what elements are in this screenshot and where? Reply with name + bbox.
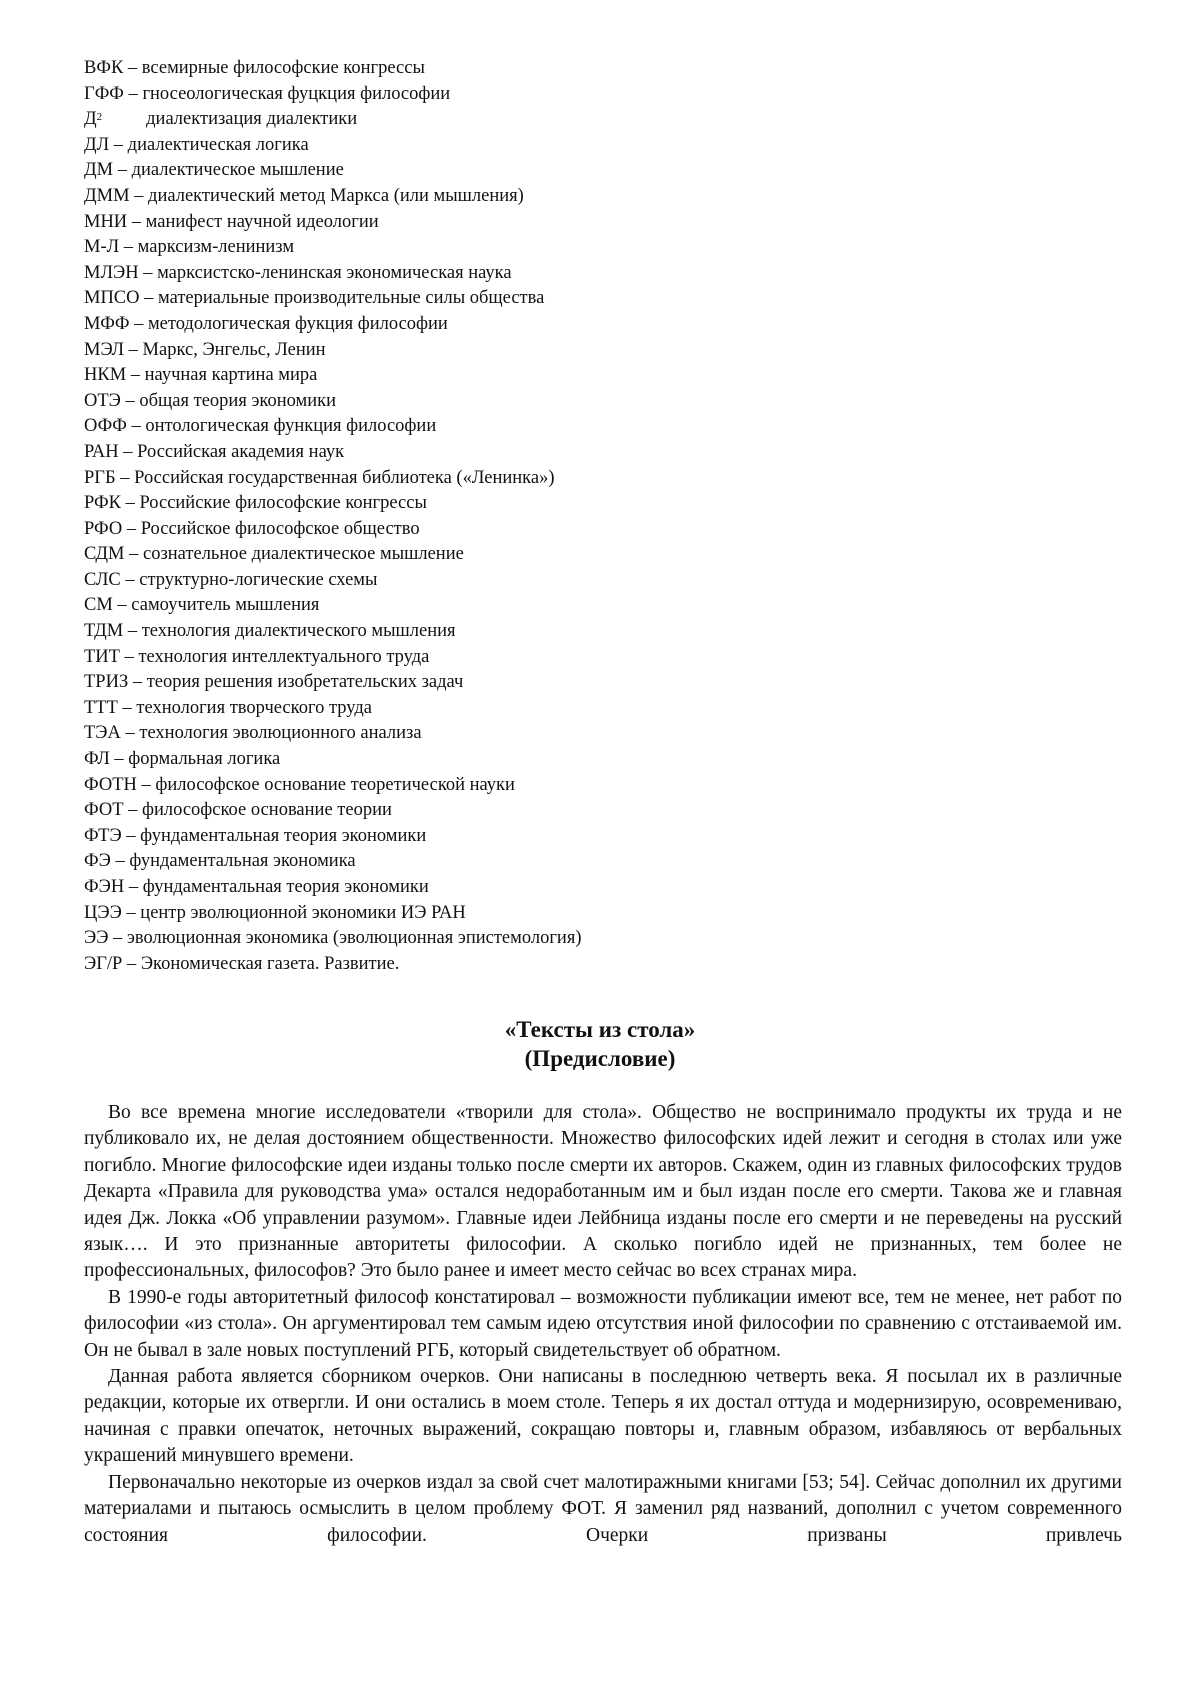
paragraph: В 1990-е годы авторитетный философ констатировал – возможности публикации имеют все, тем не менее, нет работ по философии «из стола». Он аргументировал тем самым идею отсутствия иной философии по сравнению с отстаиваемой им. Он не бывал в зале новых поступлений РГБ, который свидетельствует об обратном. [84, 1286, 1122, 1361]
preface-body [84, 1100, 1122, 1549]
abbreviation-definition: структурно-логические схемы [139, 569, 378, 590]
abbreviation-term [84, 493, 121, 513]
abbreviation-term [84, 340, 124, 360]
abbreviation-item [84, 235, 1084, 261]
abbreviation-term [84, 775, 137, 795]
abbreviation-term-text: СДМ [84, 544, 125, 565]
abbreviation-separator: – [121, 825, 141, 846]
abbreviation-separator: – [123, 621, 142, 642]
abbreviation-term-text: ГФФ [84, 83, 124, 104]
abbreviation-term [84, 903, 122, 923]
abbreviation-term-text: ТДМ [84, 621, 124, 642]
abbreviation-term [84, 647, 120, 667]
abbreviation-term-text: РФО [84, 518, 123, 539]
abbreviation-separator: – [121, 902, 141, 923]
abbreviation-separator: – [123, 800, 143, 821]
abbreviation-term-text: ТИТ [84, 646, 120, 667]
abbreviation-term [84, 288, 140, 308]
abbreviation-definition: научная картина мира [144, 365, 318, 386]
abbreviation-definition: технология интеллектуального труда [138, 646, 430, 667]
abbreviation-definition: самоучитель мышления [131, 595, 320, 616]
abbreviation-separator: – [119, 646, 139, 667]
abbreviation-list [84, 56, 1084, 977]
abbreviation-separator: – [110, 851, 130, 872]
abbreviation-term [84, 212, 127, 232]
section-subtitle: (Предисловие) [524, 1046, 676, 1071]
abbreviation-term-text: ФЛ [84, 749, 110, 770]
abbreviation-term-text: ДМ [84, 160, 114, 181]
abbreviation-term [84, 160, 113, 180]
abbreviation-definition: материальные производительные силы общества [158, 288, 545, 309]
section-title: «Тексты из стола» [504, 1017, 696, 1042]
abbreviation-term-text: МФФ [84, 313, 130, 334]
abbreviation-term [84, 800, 124, 820]
abbreviation-term-text: МПСО [84, 288, 140, 309]
abbreviation-item [84, 363, 1084, 389]
abbreviation-item [84, 798, 1084, 824]
abbreviation-term [84, 570, 121, 590]
abbreviation-term-text: СЛС [84, 569, 121, 590]
abbreviation-definition: методологическая фукция философии [147, 313, 448, 334]
abbreviation-definition: общая теория экономики [139, 390, 336, 411]
abbreviation-separator: – [126, 416, 146, 437]
abbreviation-term-text: ТТТ [84, 697, 118, 718]
abbreviation-separator: – [138, 262, 158, 283]
abbreviation-term [84, 954, 122, 974]
abbreviation-term-text: ТРИЗ [84, 672, 129, 693]
abbreviation-term [84, 544, 125, 564]
abbreviation-item [84, 210, 1084, 236]
abbreviation-item [84, 107, 1084, 133]
abbreviation-item [84, 491, 1084, 517]
abbreviation-term-text: М-Л [84, 237, 120, 258]
abbreviation-term-text: ФЭ [84, 851, 111, 872]
abbreviation-term-text: РАН [84, 441, 119, 462]
abbreviation-term [84, 749, 110, 769]
abbreviation-definition: Российская академия наук [137, 441, 345, 462]
abbreviation-item [84, 952, 1084, 978]
abbreviation-item [84, 184, 1084, 210]
abbreviation-term-text: МЭЛ [84, 339, 125, 360]
abbreviation-separator: – [117, 697, 137, 718]
abbreviation-term [84, 135, 109, 155]
abbreviation-term [84, 314, 129, 334]
abbreviation-definition: Маркс, Энгельс, Ленин [142, 339, 326, 360]
abbreviation-item [84, 849, 1084, 875]
abbreviation-item [84, 926, 1084, 952]
abbreviation-definition: технология диалектического мышления [141, 621, 456, 642]
abbreviation-term [84, 519, 122, 539]
abbreviation-item [84, 261, 1084, 287]
abbreviation-term-text: ФТЭ [84, 825, 122, 846]
abbreviation-item [84, 440, 1084, 466]
abbreviation-separator: – [139, 288, 159, 309]
abbreviation-definition: диалектизация диалектики [146, 109, 358, 130]
abbreviation-item [84, 414, 1084, 440]
abbreviation-separator: – [129, 313, 148, 334]
abbreviation-separator: – [109, 749, 129, 770]
abbreviation-separator: – [118, 441, 138, 462]
abbreviation-definition: эволюционная экономика (эволюционная эпистемология) [126, 928, 582, 949]
abbreviation-separator: – [119, 237, 138, 258]
abbreviation-item [84, 158, 1084, 184]
abbreviation-separator: – [122, 518, 141, 539]
abbreviation-term-text: ДЛ [84, 134, 110, 155]
abbreviation-separator: – [120, 493, 140, 514]
abbreviation-separator: – [120, 569, 140, 590]
abbreviation-term [84, 851, 111, 871]
abbreviation-separator: – [112, 595, 132, 616]
abbreviation-definition: диалектический метод Маркса (или мышления) [148, 185, 524, 206]
abbreviation-definition: Российские философские конгрессы [139, 493, 427, 514]
abbreviation-term-text: ЭГ/Р [84, 953, 123, 974]
abbreviation-term [84, 186, 130, 206]
abbreviation-item [84, 389, 1084, 415]
abbreviation-separator: – [124, 544, 143, 565]
abbreviation-item [84, 773, 1084, 799]
abbreviation-term [84, 928, 108, 948]
abbreviation-term [84, 365, 126, 385]
abbreviation-separator: – [108, 928, 127, 949]
abbreviation-superscript: 2 [96, 111, 103, 124]
abbreviation-item [84, 568, 1084, 594]
abbreviation-term [84, 263, 139, 283]
abbreviation-term-text: ОТЭ [84, 390, 121, 411]
abbreviation-term [84, 391, 121, 411]
abbreviation-term-text: ЦЭЭ [84, 902, 122, 923]
abbreviation-item [84, 593, 1084, 619]
abbreviation-definition: Российская государственная библиотека («Ленинка») [134, 467, 555, 488]
abbreviation-term-text: ЭЭ [84, 928, 109, 949]
abbreviation-definition: Российское философское общество [140, 518, 420, 539]
abbreviation-separator: – [127, 211, 146, 232]
abbreviation-separator: – [109, 134, 128, 155]
abbreviation-term [84, 621, 123, 641]
abbreviation-term [84, 468, 116, 488]
abbreviation-item [84, 56, 1084, 82]
abbreviation-item [84, 747, 1084, 773]
abbreviation-term [84, 237, 119, 257]
abbreviation-term [84, 877, 124, 897]
abbreviation-item [84, 670, 1084, 696]
abbreviation-definition: Экономическая газета. Развитие. [140, 953, 400, 974]
abbreviation-term [84, 109, 102, 129]
abbreviation-term-text: ВФК [84, 58, 124, 78]
abbreviation-definition: фундаментальная теория экономики [142, 877, 429, 897]
abbreviation-definition: философское основание теоретической науки [155, 774, 515, 795]
abbreviation-definition: теория решения изобретательских задач [146, 672, 464, 693]
abbreviation-item [84, 901, 1084, 927]
abbreviation-separator: – [123, 58, 142, 78]
abbreviation-separator: – [120, 723, 140, 744]
abbreviation-definition: фундаментальная теория экономики [140, 825, 427, 846]
abbreviation-term [84, 84, 124, 104]
abbreviation-separator: – [113, 160, 132, 181]
abbreviation-term-text: СМ [84, 595, 113, 616]
abbreviation-item [84, 645, 1084, 671]
abbreviation-separator: – [124, 339, 143, 360]
abbreviation-item [84, 82, 1084, 108]
abbreviation-item [84, 338, 1084, 364]
abbreviation-separator: – [124, 877, 143, 897]
abbreviation-term-text: МНИ [84, 211, 128, 232]
abbreviation-item [84, 696, 1084, 722]
abbreviation-definition: всемирные философские конгрессы [141, 58, 425, 78]
abbreviation-item [84, 875, 1084, 901]
abbreviation-term-text: МЛЭН [84, 262, 139, 283]
abbreviation-term [84, 672, 128, 692]
abbreviation-definition: технология эволюционного анализа [139, 723, 422, 744]
abbreviation-term-text: РФК [84, 493, 121, 514]
abbreviation-definition: диалектическая логика [127, 134, 309, 155]
abbreviation-definition: гносеологическая фуцкция философии [142, 83, 451, 104]
abbreviation-term-text: РГБ [84, 467, 116, 488]
abbreviation-term-text: НКМ [84, 365, 127, 386]
abbreviation-term [84, 595, 113, 615]
abbreviation-term-text: ФЭН [84, 877, 125, 897]
abbreviation-item [84, 466, 1084, 492]
abbreviation-definition: формальная логика [128, 749, 281, 770]
abbreviation-item [84, 286, 1084, 312]
abbreviation-definition: технология творческого труда [136, 697, 372, 718]
abbreviation-item [84, 619, 1084, 645]
abbreviation-separator: – [115, 467, 135, 488]
abbreviation-term-text: ТЭА [84, 723, 121, 744]
abbreviation-term-text: ФОТ [84, 800, 124, 821]
abbreviation-definition: фундаментальная экономика [129, 851, 356, 872]
abbreviation-term-text: ОФФ [84, 416, 127, 437]
paragraph: Во все времена многие исследователи «творили для стола». Общество не воспринимало продукты их труда и не публиковало их, не делая достоянием общественности. Множество философских идей лежит и сегодня в столах или уже погибло. Многие философские идеи изданы только после смерти их авторов. Скажем, один из главных философских трудов Декарта «Правила для руководства ума» остался недоработанным им и был издан после его смерти. Такова же и главная идея Дж. Локка «Об управлении разумом». Главные идеи Лейбница изданы после его смерти и не переведены на русский язык…. И это признанные авторитеты философии. А сколько погибло идей не признанных, тем более не профессиональных, философов? Это было ранее и имеет место сейчас во всех странах мира. [84, 1102, 1122, 1282]
abbreviation-term [84, 698, 118, 718]
abbreviation-separator: – [123, 83, 143, 104]
abbreviation-definition: сознательное диалектическое мышление [143, 544, 464, 565]
abbreviation-separator: – [136, 774, 156, 795]
paragraph: Данная работа является сборником очерков. Они написаны в последнюю четверть века. Я посылал их в различные редакции, которые их отвергли. И они остались в моем столе. Теперь я их достал оттуда и модернизирую, осовремениваю, начиная с правки опечаток, неточных выражений, сокращаю повторы и, главным образом, избавляюсь от вербальных украшений минувшего времени. [84, 1366, 1122, 1467]
abbreviation-item [84, 312, 1084, 338]
abbreviation-term [84, 442, 119, 462]
abbreviation-separator: – [120, 390, 140, 411]
abbreviation-term [84, 58, 123, 78]
abbreviation-term-text: ДММ [84, 185, 130, 206]
abbreviation-term [84, 416, 127, 436]
abbreviation-item [84, 542, 1084, 568]
abbreviation-separator: – [128, 672, 147, 693]
paragraph: Первоначально некоторые из очерков издал за свой счет малотиражными книгами [53; 54]. Сейчас дополнил их другими материалами и пытаюсь осмыслить в целом проблему ФОТ. Я заменил ряд названий, дополнил с учетом современного состояния философии. Очерки призваны привлечь [84, 1471, 1122, 1546]
abbreviation-definition: марксистско-ленинская экономическая наука [157, 262, 512, 283]
abbreviation-definition: центр эволюционной экономики ИЭ РАН [140, 902, 466, 923]
abbreviation-item [84, 517, 1084, 543]
abbreviation-separator: – [122, 953, 141, 974]
abbreviation-separator: – [126, 365, 145, 386]
abbreviation-definition: философское основание теории [142, 800, 392, 821]
abbreviation-definition: диалектическое мышление [131, 160, 344, 181]
abbreviation-item [84, 721, 1084, 747]
abbreviation-definition: онтологическая функция философии [145, 416, 437, 437]
abbreviation-definition: марксизм-ленинизм [137, 237, 295, 258]
abbreviation-definition: манифест научной идеологии [145, 211, 379, 232]
abbreviation-term-text: ФОТН [84, 774, 137, 795]
abbreviation-item [84, 133, 1084, 159]
abbreviation-term [84, 826, 122, 846]
abbreviation-separator: – [129, 185, 149, 206]
abbreviation-item [84, 824, 1084, 850]
abbreviation-term-text: Д [84, 109, 97, 130]
abbreviation-term [84, 723, 121, 743]
